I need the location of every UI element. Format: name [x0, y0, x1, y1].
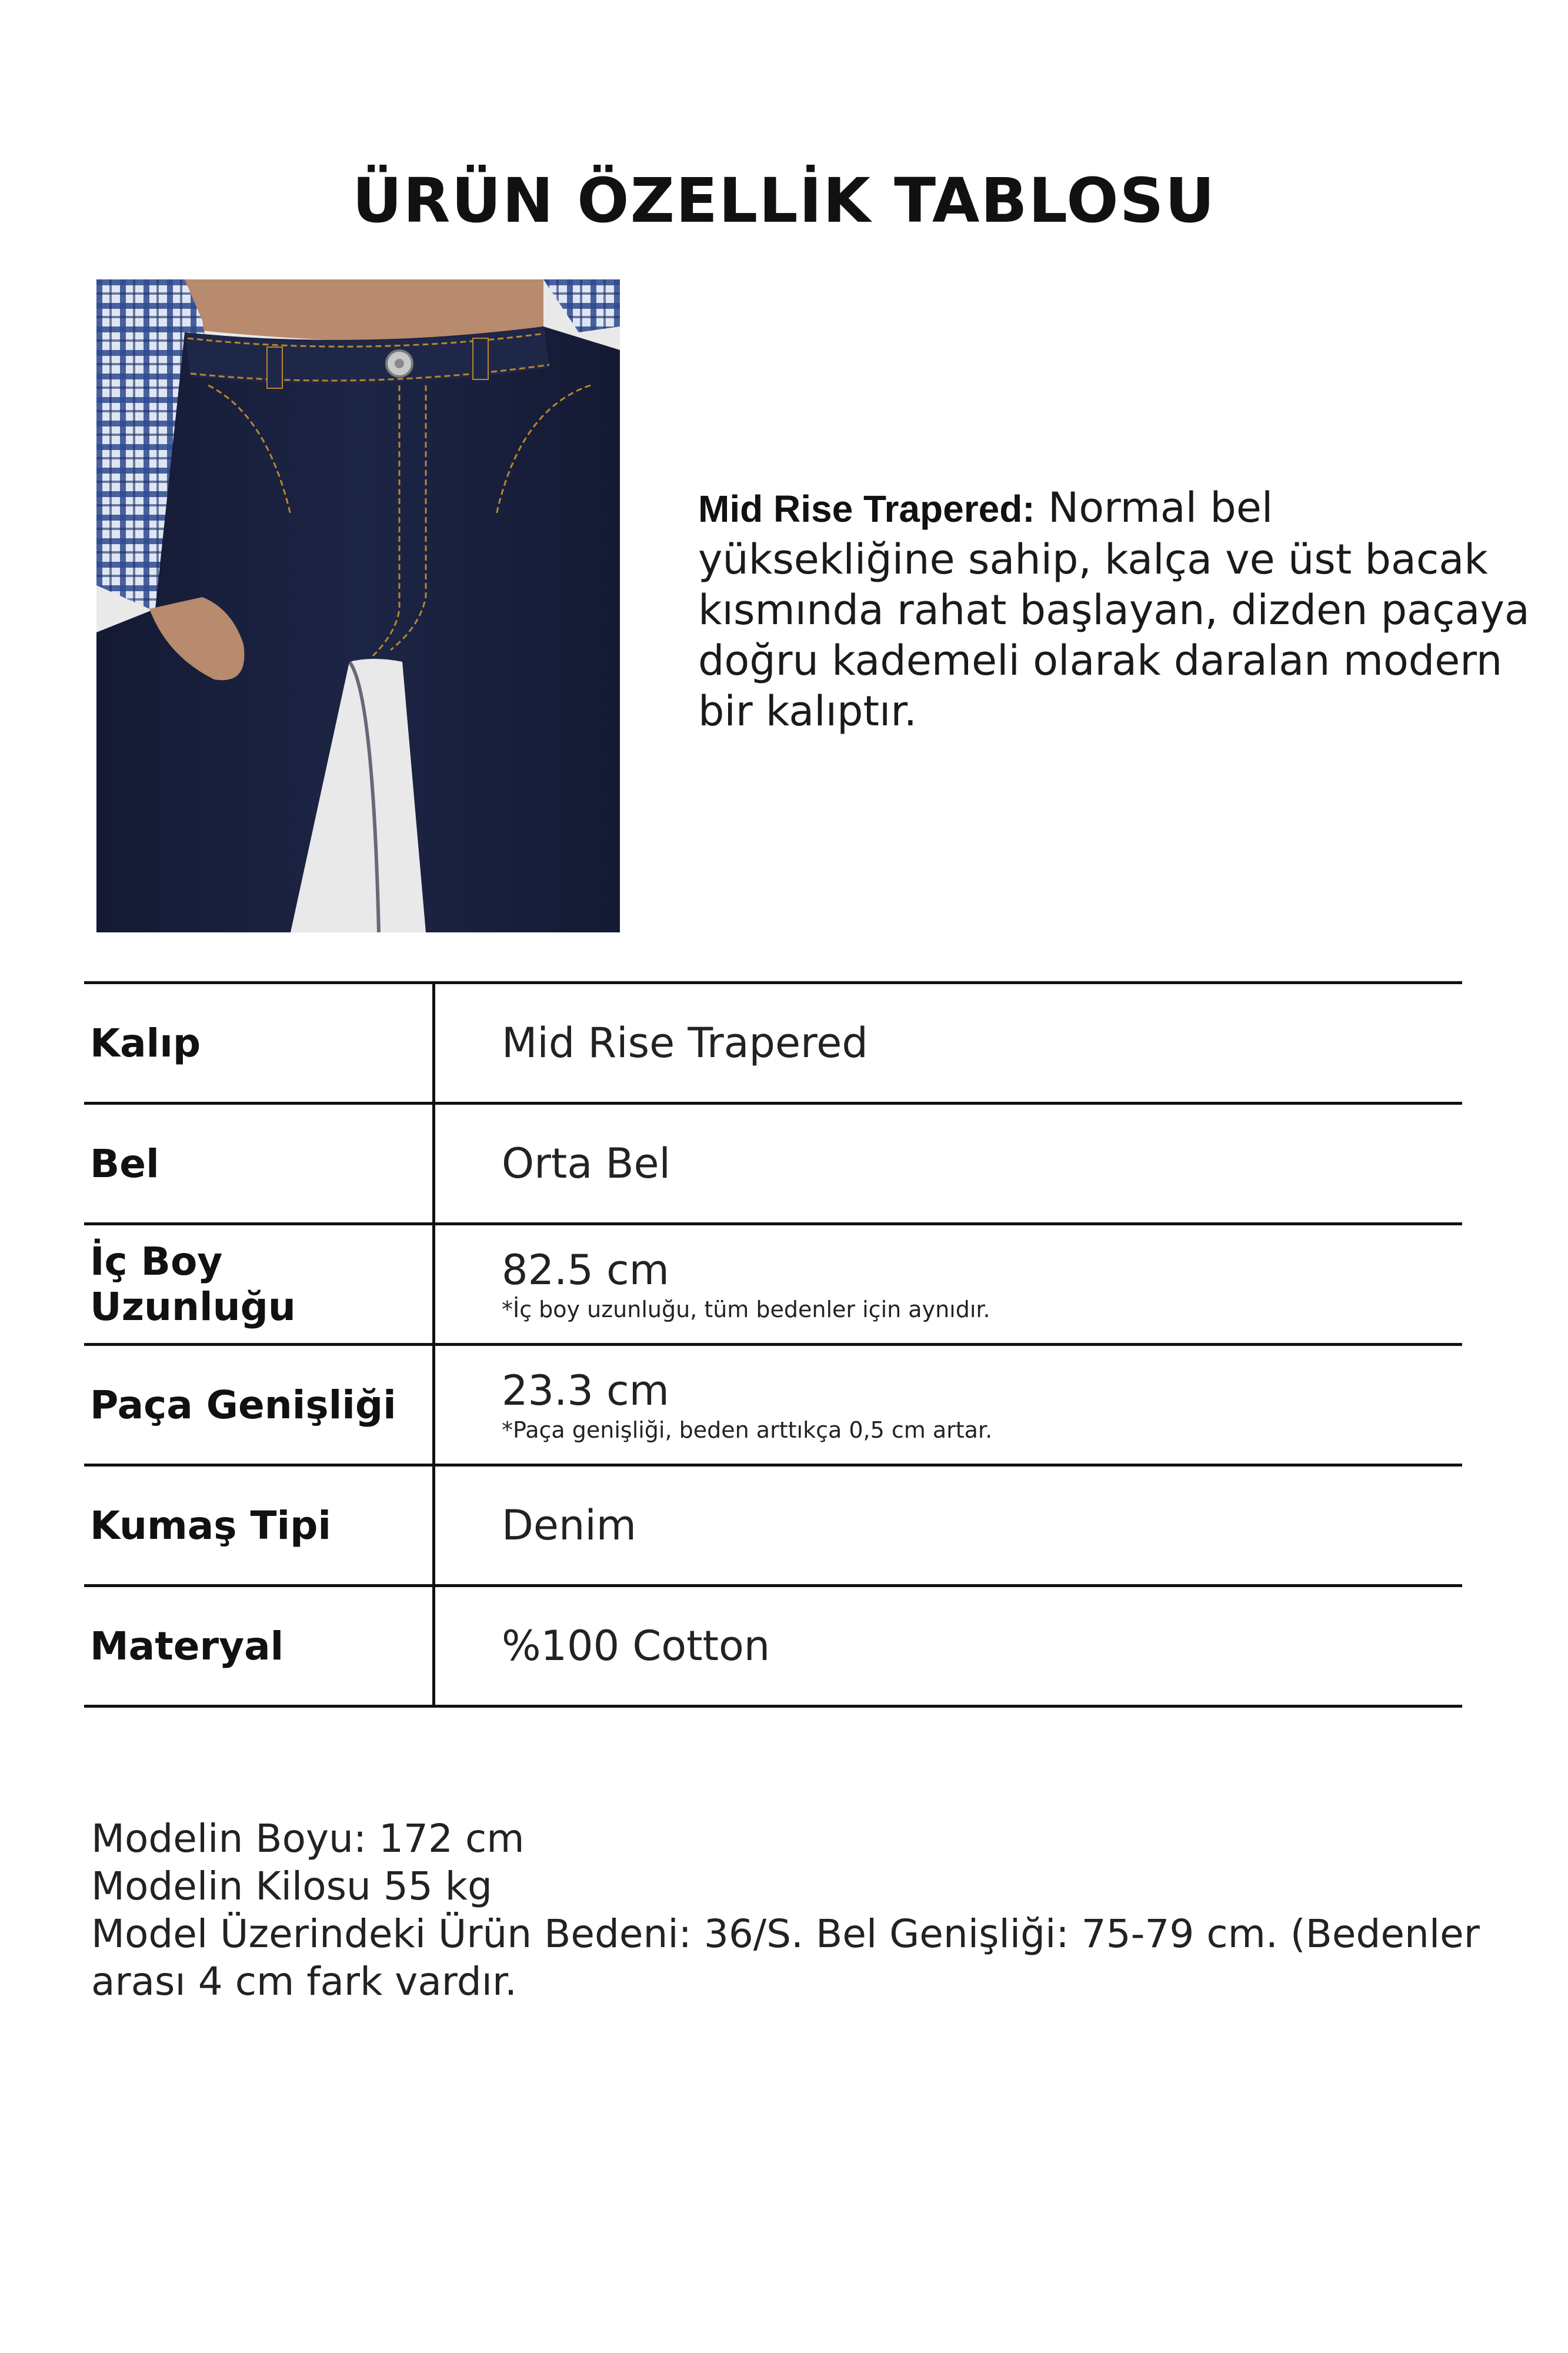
spec-value-cell — [502, 1225, 1462, 1343]
spec-row — [84, 1222, 1462, 1343]
model-size-line: Model Üzerindeki Ürün Bedeni: 36/S. Bel Genişliği: 75-79 cm. (Bedenler — [91, 1911, 1480, 1957]
spec-label: Kalıp — [90, 1020, 201, 1066]
spec-value-cell — [502, 984, 1462, 1102]
column-divider — [432, 1225, 435, 1343]
product-photo — [96, 279, 620, 932]
spec-note: *İç boy uzunluğu, tüm bedenler için aynıdır. — [502, 1297, 990, 1322]
fit-description-title: Mid Rise Trapered: — [698, 488, 1035, 530]
spec-value-cell — [502, 1467, 1462, 1584]
spec-value: Orta Bel — [502, 1139, 671, 1188]
model-height: Modelin Boyu: 172 cm — [91, 1816, 525, 1861]
column-divider — [432, 1346, 435, 1464]
column-divider — [432, 984, 435, 1102]
spec-value: %100 Cotton — [502, 1622, 770, 1670]
spec-label: Materyal — [90, 1623, 284, 1669]
spec-note: *Paça genişliği, beden arttıkça 0,5 cm artar. — [502, 1417, 993, 1443]
spec-row — [84, 1584, 1462, 1708]
spec-value: 82.5 cm — [502, 1246, 669, 1294]
spec-label: Kumaş Tipi — [90, 1502, 332, 1548]
column-divider — [432, 1105, 435, 1222]
spec-label: Bel — [90, 1141, 159, 1187]
spec-row — [84, 1102, 1462, 1222]
spec-value: Mid Rise Trapered — [502, 1019, 868, 1067]
spec-label: İç Boy Uzunluğu — [90, 1239, 296, 1329]
spec-row — [84, 981, 1462, 1102]
model-size-line: arası 4 cm fark vardır. — [91, 1959, 518, 2004]
spec-value-cell — [502, 1105, 1462, 1222]
column-divider — [432, 1467, 435, 1584]
fit-description-text: Normal bel yüksekliğine sahip, kalça ve üst bacak kısmında rahat başlayan, dizden paçaya doğru kademeli olarak daralan modern bir kalıptır. — [698, 484, 1530, 735]
spec-label: Paça Genişliği — [90, 1382, 396, 1428]
spec-table — [84, 981, 1462, 1708]
column-divider — [432, 1587, 435, 1705]
model-weight: Modelin Kilosu 55 kg — [91, 1864, 492, 1909]
spec-value-cell — [502, 1346, 1462, 1464]
spec-value-cell — [502, 1587, 1462, 1705]
spec-value: Denim — [502, 1501, 636, 1549]
spec-row — [84, 1464, 1462, 1584]
fit-description — [698, 482, 1533, 736]
spec-row — [84, 1343, 1462, 1464]
spec-value: 23.3 cm — [502, 1367, 669, 1415]
model-info — [91, 1815, 1503, 2005]
page-title: ÜRÜN ÖZELLİK TABLOSU — [352, 165, 1216, 236]
